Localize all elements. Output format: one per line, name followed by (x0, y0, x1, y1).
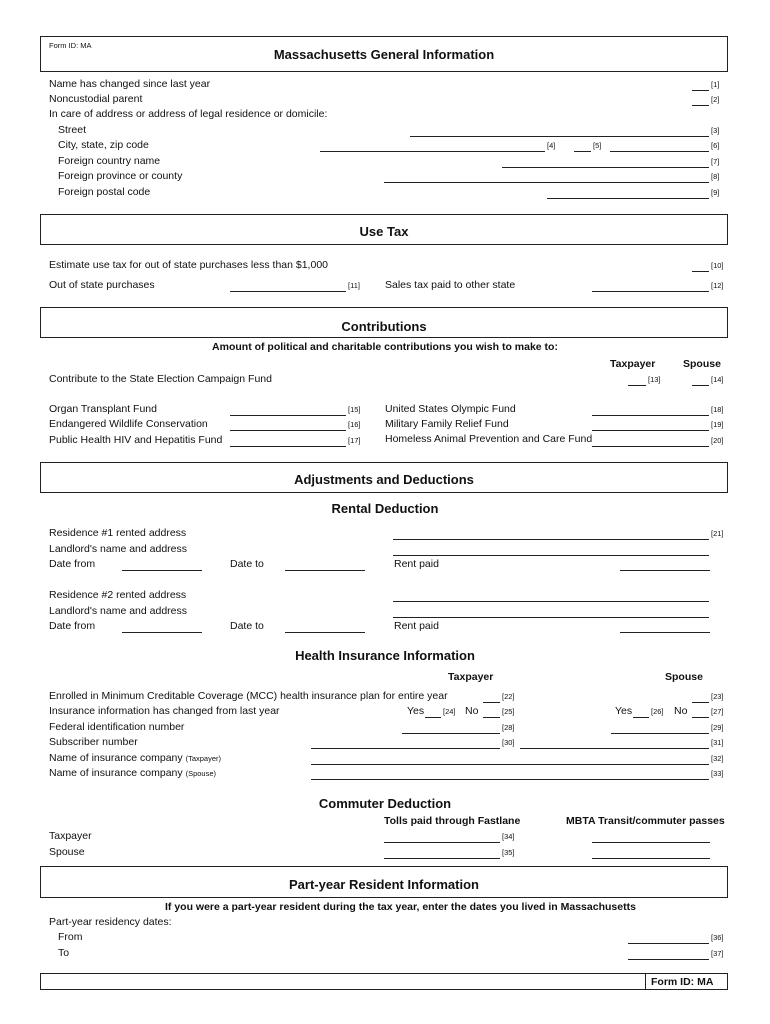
res1-label: Residence #1 rented address (49, 527, 187, 539)
num-37: [37] (711, 949, 724, 958)
company-spouse-label (49, 767, 216, 779)
num-35: [35] (502, 848, 515, 857)
street-field[interactable] (410, 136, 709, 137)
contributions-header-box (40, 307, 728, 338)
use-tax-title: Use Tax (359, 224, 409, 239)
contrib-taxpayer-header: Taxpayer (610, 358, 656, 370)
company-spouse-tag: (Spouse) (185, 769, 217, 778)
contributions-subtitle: Amount of political and charitable contributions you wish to make to: (212, 341, 558, 353)
military-label: Military Family Relief Fund (385, 418, 509, 430)
num-14: [14] (711, 375, 724, 384)
part-year-to-field[interactable] (628, 959, 709, 960)
res2-landlord-label: Landlord's name and address (49, 605, 188, 617)
hiv-label: Public Health HIV and Hepatitis Fund (49, 434, 223, 446)
num-27: [27] (711, 707, 724, 716)
commuter-spouse-label: Spouse (49, 846, 85, 858)
mbta-spouse-field[interactable] (592, 858, 710, 859)
footer-box (40, 973, 728, 990)
out-of-state-label: Out of state purchases (49, 279, 155, 291)
num-3: [3] (711, 126, 720, 135)
tolls-header: Tolls paid through Fastlane (384, 815, 521, 827)
res2-date-to-label: Date to (230, 620, 264, 632)
num-23: [23] (711, 692, 724, 701)
res1-date-to-field[interactable] (285, 570, 365, 571)
num-30: [30] (502, 738, 515, 747)
num-10: [10] (711, 261, 724, 270)
res2-date-from-label: Date from (49, 620, 96, 632)
mbta-taxpayer-field[interactable] (592, 842, 710, 843)
adjustments-title: Adjustments and Deductions (294, 472, 474, 487)
part-year-from-label: From (58, 931, 83, 943)
res2-rent-paid-field[interactable] (620, 632, 710, 633)
changed-taxpayer-yes-field[interactable] (425, 717, 441, 718)
subscriber-spouse-field[interactable] (520, 748, 709, 749)
company-taxpayer-text: Name of insurance company (49, 752, 183, 764)
use-tax-estimate-label: Estimate use tax for out of state purchases less than $1,000 (49, 259, 328, 271)
res2-date-to-field[interactable] (285, 632, 365, 633)
adjustments-header-box (40, 462, 728, 493)
health-spouse-header: Spouse (665, 671, 703, 683)
foreign-postal-label: Foreign postal code (58, 186, 151, 198)
company-taxpayer-field[interactable] (311, 764, 709, 765)
homeless-field[interactable] (592, 446, 709, 447)
street-label: Street (58, 124, 87, 136)
company-spouse-field[interactable] (311, 779, 709, 780)
res1-date-to-label: Date to (230, 558, 264, 570)
num-13: [13] (648, 375, 661, 384)
contributions-title: Contributions (341, 319, 427, 334)
olympic-field[interactable] (592, 415, 709, 416)
num-9: [9] (711, 188, 720, 197)
health-taxpayer-header: Taxpayer (448, 671, 494, 683)
part-year-from-field[interactable] (628, 943, 709, 944)
name-changed-label: Name has changed since last year (49, 78, 211, 90)
footer-form-id: Form ID: MA (651, 976, 714, 988)
res1-date-from-label: Date from (49, 558, 96, 570)
election-label: Contribute to the State Election Campaign Fund (49, 373, 272, 385)
zip-field[interactable] (610, 151, 709, 152)
part-year-to-label: To (58, 947, 70, 959)
homeless-label: Homeless Animal Prevention and Care Fund (385, 433, 593, 445)
noncustodial-label: Noncustodial parent (49, 93, 143, 105)
contrib-spouse-header: Spouse (683, 358, 721, 370)
foreign-postal-field[interactable] (547, 198, 709, 199)
num-19: [19] (711, 420, 724, 429)
num-36: [36] (711, 933, 724, 942)
res1-landlord-field[interactable] (393, 555, 709, 556)
use-tax-header-box (40, 214, 728, 245)
num-12: [12] (711, 281, 724, 290)
foreign-country-field[interactable] (502, 167, 709, 168)
num-33: [33] (711, 769, 724, 778)
company-taxpayer-label (49, 752, 221, 764)
num-4: [4] (547, 141, 556, 150)
num-11: [11] (348, 281, 360, 290)
num-5: [5] (593, 141, 602, 150)
out-of-state-field[interactable] (230, 291, 346, 292)
enrolled-taxpayer-field[interactable] (483, 702, 500, 703)
part-year-subtitle: If you were a part-year resident during the tax year, enter the dates you lived in Massachusetts (165, 901, 636, 913)
company-spouse-text: Name of insurance company (49, 767, 183, 779)
changed-taxpayer-no-label: No (465, 705, 479, 717)
foreign-province-label: Foreign province or county (58, 170, 183, 182)
hiv-field[interactable] (230, 446, 346, 447)
state-field[interactable] (574, 151, 591, 152)
general-title: Massachusetts General Information (273, 47, 495, 62)
health-title: Health Insurance Information (295, 648, 475, 663)
organ-field[interactable] (230, 415, 346, 416)
changed-label: Insurance information has changed from last year (49, 705, 280, 717)
num-29: [29] (711, 723, 724, 732)
rental-title: Rental Deduction (331, 501, 439, 516)
fein-spouse-field[interactable] (611, 733, 709, 734)
fein-taxpayer-field[interactable] (402, 733, 500, 734)
part-year-header-box (40, 866, 728, 898)
changed-spouse-yes-label: Yes (615, 705, 633, 717)
num-32: [32] (711, 754, 724, 763)
city-field[interactable] (320, 151, 545, 152)
num-7: [7] (711, 157, 720, 166)
tolls-spouse-field[interactable] (384, 858, 500, 859)
use-tax-estimate-field[interactable] (692, 271, 709, 272)
commuter-title: Commuter Deduction (318, 796, 452, 811)
num-18: [18] (711, 405, 724, 414)
footer-form-id-box (645, 974, 727, 989)
in-care-of-label: In care of address or address of legal residence or domicile: (49, 108, 328, 120)
olympic-label: United States Olympic Fund (385, 403, 516, 415)
election-spouse-field[interactable] (692, 385, 709, 386)
res1-landlord-label: Landlord's name and address (49, 543, 188, 555)
subscriber-taxpayer-field[interactable] (311, 748, 500, 749)
num-17: [17] (348, 436, 361, 445)
general-header-box (40, 36, 728, 72)
changed-taxpayer-no-field[interactable] (483, 717, 500, 718)
company-taxpayer-tag: (Taxpayer) (185, 754, 222, 763)
num-8: [8] (711, 172, 720, 181)
fein-label: Federal identification number (49, 721, 185, 733)
sales-tax-paid-label: Sales tax paid to other state (385, 279, 516, 291)
subscriber-label: Subscriber number (49, 736, 138, 748)
num-6: [6] (711, 141, 720, 150)
election-taxpayer-field[interactable] (628, 385, 646, 386)
wildlife-field[interactable] (230, 430, 346, 431)
num-2: [2] (711, 95, 720, 104)
num-1: [1] (711, 80, 720, 89)
changed-spouse-no-label: No (674, 705, 688, 717)
res1-rent-paid-label: Rent paid (394, 558, 439, 570)
res2-label: Residence #2 rented address (49, 589, 187, 601)
commuter-taxpayer-label: Taxpayer (49, 830, 92, 842)
changed-spouse-yes-field[interactable] (633, 717, 649, 718)
mbta-header: MBTA Transit/commuter passes (566, 815, 725, 827)
res1-date-from-field[interactable] (122, 570, 202, 571)
res2-address-field[interactable] (393, 601, 709, 602)
num-34: [34] (502, 832, 515, 841)
enrolled-spouse-field[interactable] (692, 702, 709, 703)
wildlife-label: Endangered Wildlife Conservation (49, 418, 208, 430)
res2-landlord-field[interactable] (393, 617, 709, 618)
sales-tax-paid-field[interactable] (592, 291, 709, 292)
res1-rent-paid-field[interactable] (620, 570, 710, 571)
num-20: [20] (711, 436, 724, 445)
res1-address-field[interactable] (393, 539, 709, 540)
enrolled-label: Enrolled in Minimum Creditable Coverage (MCC) health insurance plan for entire year (49, 690, 448, 702)
city-label: City, state, zip code (58, 139, 149, 151)
tolls-taxpayer-field[interactable] (384, 842, 500, 843)
noncustodial-field[interactable] (692, 105, 709, 106)
name-changed-field[interactable] (692, 90, 709, 91)
num-25: [25] (502, 707, 515, 716)
num-15: [15] (348, 405, 361, 414)
res2-rent-paid-label: Rent paid (394, 620, 439, 632)
changed-spouse-no-field[interactable] (692, 717, 709, 718)
num-26: [26] (651, 707, 664, 716)
res2-date-from-field[interactable] (122, 632, 202, 633)
part-year-dates-label: Part-year residency dates: (49, 916, 172, 928)
foreign-country-label: Foreign country name (58, 155, 161, 167)
military-field[interactable] (592, 430, 709, 431)
num-21: [21] (711, 529, 724, 538)
num-28: [28] (502, 723, 515, 732)
changed-taxpayer-yes-label: Yes (407, 705, 425, 717)
part-year-title: Part-year Resident Information (289, 877, 479, 892)
num-31: [31] (711, 738, 724, 747)
foreign-province-field[interactable] (384, 182, 709, 183)
num-16: [16] (348, 420, 361, 429)
num-24: [24] (443, 707, 456, 716)
num-22: [22] (502, 692, 515, 701)
form-id-label: Form ID: MA (49, 41, 92, 50)
organ-label: Organ Transplant Fund (49, 403, 157, 415)
